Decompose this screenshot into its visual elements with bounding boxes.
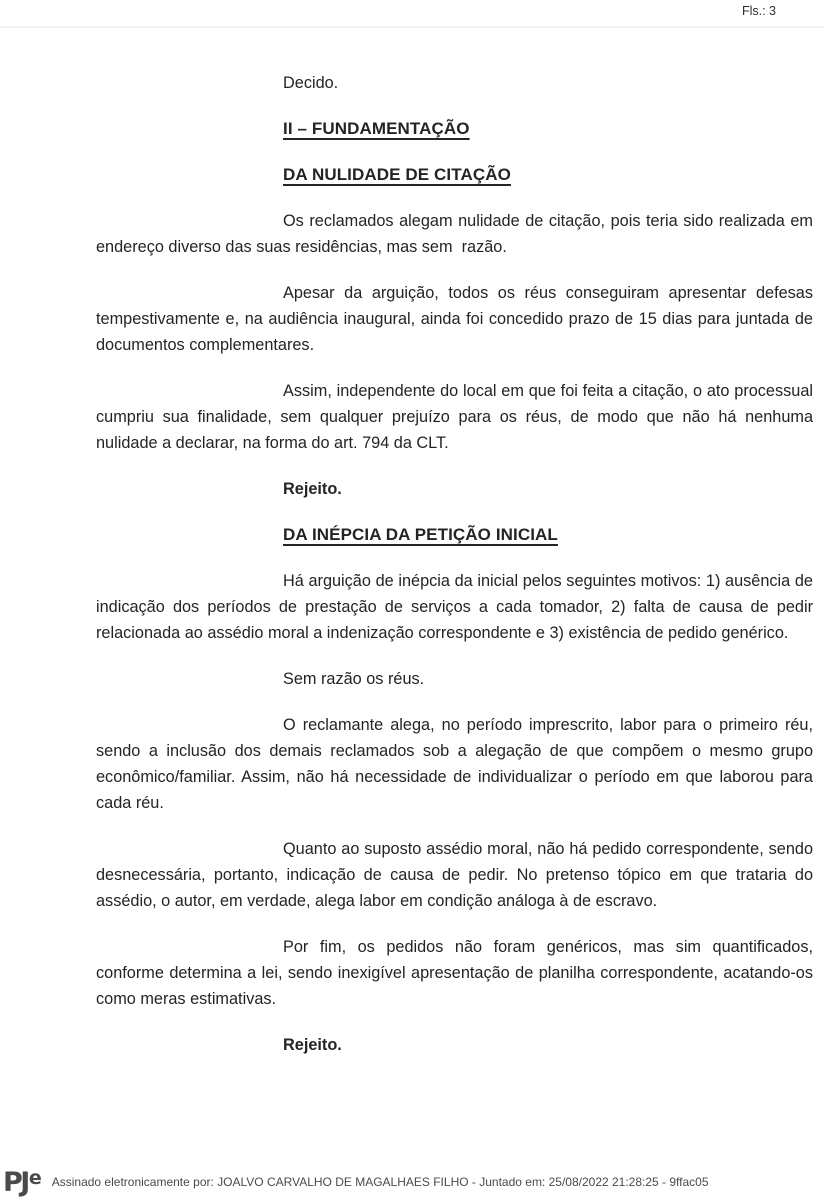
body-paragraph: Por fim, os pedidos não foram genéricos, mas sim quantificados, conforme determina a lei, sendo inexigível apresentação de planilha correspondente, acatando-os como meras estimativas.: [96, 938, 813, 1008]
section-heading-nulidade-citacao: DA NULIDADE DE CITAÇÃO: [283, 165, 511, 184]
body-paragraph: O reclamante alega, no período imprescrito, labor para o primeiro réu, sendo a inclusão dos demais reclamados sob a alegação de que compõem o mesmo grupo econômico/familiar. Assim, não há necessidade de individualizar o período em que laborou para cada réu.: [96, 716, 813, 812]
decision-intro-line: Decido.: [283, 74, 339, 92]
pje-logo-e: e: [28, 1166, 42, 1189]
section-heading-fundamentacao: II – FUNDAMENTAÇÃO: [283, 119, 470, 138]
pje-signature-footer: [3, 1164, 709, 1200]
signature-text: Assinado eletronicamente por: JOALVO CARVALHO DE MAGALHAES FILHO - Juntado em: 25/08/2022 21:28:25 - 9ffac05: [51, 1175, 709, 1189]
decision-body: [96, 70, 813, 1078]
body-line-sem-razao: Sem razão os réus.: [283, 670, 425, 688]
body-paragraph: Há arguição de inépcia da inicial pelos seguintes motivos: 1) ausência de indicação dos períodos de prestação de serviços a cada tomador, 2) falta de causa de pedir relacionada ao assédio moral a indenização correspondente e 3) existência de pedido genérico.: [96, 572, 813, 642]
page-header-divider: [0, 26, 824, 28]
body-paragraph: Apesar da arguição, todos os réus conseguiram apresentar defesas tempestivamente e, na audiência inaugural, ainda foi concedido prazo de 15 dias para juntada de documentos complementares.: [96, 284, 813, 354]
folio-number-label: Fls.: 3: [741, 4, 776, 18]
pje-logo: [3, 1166, 42, 1198]
section-heading-inepcia-peticao: DA INÉPCIA DA PETIÇÃO INICIAL: [283, 525, 558, 544]
body-paragraph: Os reclamados alegam nulidade de citação, pois teria sido realizada em endereço diverso das suas residências, mas sem razão.: [96, 212, 813, 256]
body-paragraph: Quanto ao suposto assédio moral, não há pedido correspondente, sendo desnecessária, portanto, indicação de causa de pedir. No pretenso tópico em que trataria do assédio, o autor, em verdade, alega labor em condição análoga à de escravo.: [96, 840, 813, 910]
pje-logo-pj: PJ: [3, 1166, 28, 1198]
body-paragraph: Assim, independente do local em que foi feita a citação, o ato processual cumpriu sua finalidade, sem qualquer prejuízo para os réus, de modo que não há nenhuma nulidade a declarar, na forma do art. 794 da CLT.: [96, 382, 813, 452]
ruling-line-rejeito: Rejeito.: [283, 1036, 342, 1054]
ruling-line-rejeito: Rejeito.: [283, 480, 342, 498]
